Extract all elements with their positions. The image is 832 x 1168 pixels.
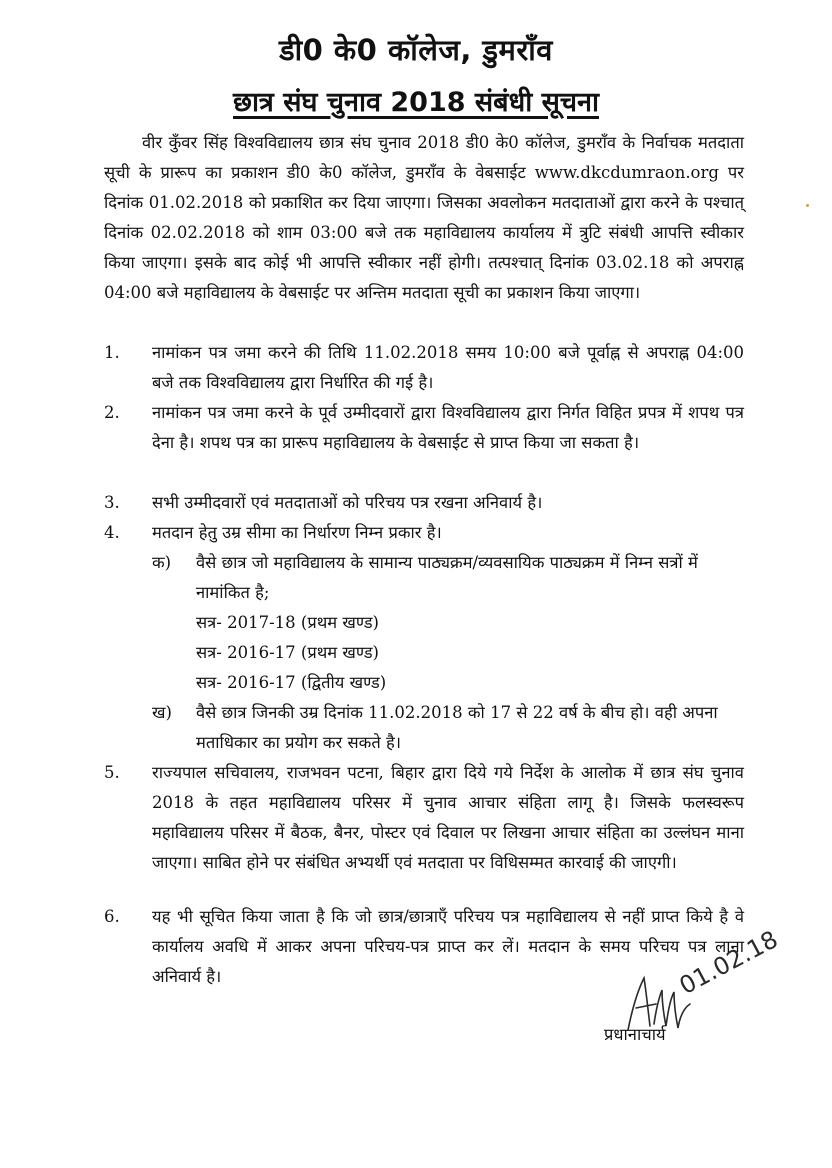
notice-subject-text: छात्र संघ चुनाव 2018 संबंधी सूचना	[233, 87, 599, 118]
item-4	[104, 518, 744, 758]
item-number: 2.	[104, 403, 120, 422]
item-text: राज्यपाल सचिवालय, राजभवन पटना, बिहार द्वारा दिये गये निर्देश के आलोक में छात्र संघ चुनाव 2018 के तहत महाविद्यालय परिसर में चुनाव आचार संहिता लागू है। जिसके फलस्वरूप महाविद्यालय परिसर में बैठक, बैनर, पोस्टर एवं दिवाल पर लिखना आचार संहिता का उल्लंघन माना जाएगा। साबित होने पर संबंधित अभ्यर्थी एवं मतदाता पर विधिसम्मत कारवाई की जाएगी।	[152, 763, 744, 872]
session-line: सत्र- 2016-17 (प्रथम खण्ड)	[196, 643, 379, 662]
sub-item-a	[152, 548, 744, 698]
item-text: नामांकन पत्र जमा करने के पूर्व उम्मीदवारों द्वारा विश्वविद्यालय द्वारा निर्गत विहित प्रपत्र में शपथ पत्र देना है। शपथ पत्र का प्रारूप महाविद्यालय के वेबसाईट से प्राप्त किया जा सकता है।	[152, 403, 744, 452]
scan-speck	[806, 204, 809, 207]
item-1	[104, 338, 744, 398]
item-number: 6.	[104, 907, 120, 926]
intro-paragraph: वीर कुँवर सिंह विश्वविद्यालय छात्र संघ चुनाव 2018 डी0 के0 कॉलेज, डुमराँव के निर्वाचक मतदाता सूची के प्रारूप का प्रकाशन डी0 के0 कॉलेज, डुमराँव के वेबसाईट www.dkcdumraon.org पर दिनांक 01.02.2018 को प्रकाशित कर दिया जाएगा। जिसका अवलोकन मतदाताओं द्वारा करने के पश्चात् दिनांक 02.02.2018 को शाम 03:00 बजे तक महाविद्यालय कार्यालय में त्रुटि संबंधी आपत्ति स्वीकार किया जाएगा। इसके बाद कोई भी आपत्ति स्वीकार नहीं होगी। तत्पश्चात् दिनांक 03.02.18 को अपराह्न 04:00 बजे महाविद्यालय के वेबसाईट पर अन्तिम मतदाता सूची का प्रकाशन किया जाएगा।	[104, 133, 744, 302]
item-number: 5.	[104, 763, 120, 782]
session-list	[196, 608, 744, 698]
item-2	[104, 398, 744, 458]
item-number: 4.	[104, 523, 120, 542]
item-text: यह भी सूचित किया जाता है कि जो छात्र/छात्राएँ परिचय पत्र महाविद्यालय से नहीं प्राप्त किये है वे कार्यालय अवधि में आकर अपना परिचय-पत्र प्राप्त कर लें। मतदान के समय परिचय पत्र लाना अनिवार्य है।	[152, 907, 744, 986]
item-5	[104, 758, 744, 878]
item-text: नामांकन पत्र जमा करने की तिथि 11.02.2018 समय 10:00 बजे पूर्वाह्न से अपराह्न 04:00 बजे तक विश्वविद्यालय द्वारा निर्धारित की गई है।	[152, 343, 744, 392]
session-line: सत्र- 2016-17 (द्वितीय खण्ड)	[196, 673, 387, 692]
sub-item-mark: क)	[152, 553, 172, 572]
item-text: सभी उम्मीदवारों एवं मतदाताओं को परिचय पत्र रखना अनिवार्य है।	[152, 493, 543, 512]
notice-subject	[0, 82, 832, 119]
sub-item-mark: ख)	[152, 703, 172, 722]
sub-item-text: वैसे छात्र जो महाविद्यालय के सामान्य पाठ्यक्रम/व्यवसायिक पाठ्यक्रम में निम्न सत्रों में नामांकित है;	[196, 553, 698, 602]
sub-item-b	[152, 698, 744, 758]
signature-date: 01.02.18	[674, 925, 783, 1000]
sub-item-text: वैसे छात्र जिनकी उम्र दिनांक 11.02.2018 को 17 से 22 वर्ष के बीच हो। वही अपना मताधिकार का प्रयोग कर सकते है।	[196, 703, 718, 752]
item-number: 3.	[104, 493, 120, 512]
signatory-role: प्रधानाचार्य	[604, 1025, 666, 1044]
college-title: डी0 के0 कॉलेज, डुमराँव	[279, 33, 553, 67]
item-text: मतदान हेतु उम्र सीमा का निर्धारण निम्न प्रकार है।	[152, 523, 442, 542]
session-line: सत्र- 2017-18 (प्रथम खण्ड)	[196, 613, 379, 632]
item-3	[104, 488, 744, 518]
item-number: 1.	[104, 343, 120, 362]
